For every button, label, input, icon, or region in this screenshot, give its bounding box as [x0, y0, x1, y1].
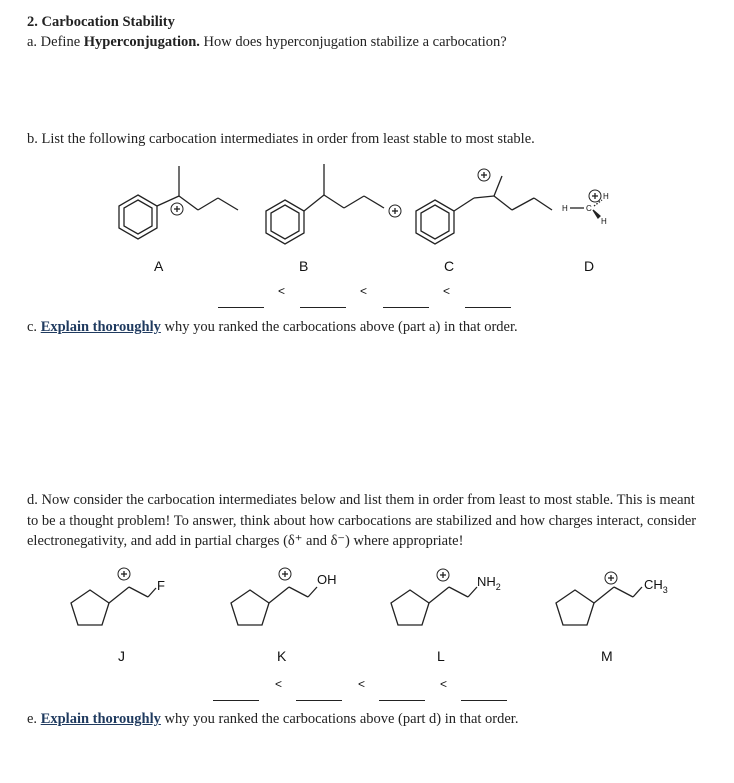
rank-b-blank-3[interactable] [383, 307, 429, 308]
methyl-h-bottom: H [601, 217, 607, 226]
label-l: L [437, 648, 445, 664]
label-a: A [154, 258, 164, 274]
label-m: M [601, 648, 613, 664]
rank-d-less-than-2: < [358, 677, 366, 691]
methyl-h-left: H [562, 204, 568, 213]
rank-b-less-than-1: < [278, 284, 286, 298]
methyl-h-top: H [603, 192, 609, 201]
question-a [27, 32, 507, 52]
carbocation-c-structure [400, 160, 560, 250]
rank-d-blank-1[interactable] [213, 700, 259, 701]
substituent-oh: OH [317, 572, 337, 587]
rank-d-less-than-1: < [275, 677, 283, 691]
substituent-ch3: $CH_3$ [644, 577, 668, 595]
question-e-emphasis: Explain thoroughly [40, 711, 161, 727]
rank-d-less-than-3: < [440, 677, 448, 691]
section-title: 2. Carbocation Stability [27, 14, 175, 30]
question-e-prefix: e. [27, 711, 41, 727]
carbocation-l-structure [380, 565, 530, 630]
question-e-text: why you ranked the carbocations above (part d) in that order. [160, 711, 519, 727]
question-e [27, 709, 518, 729]
question-b: b. List the following carbocation intermediates in order from least stable to most stable. [27, 131, 535, 147]
question-c-prefix: c. [27, 319, 41, 335]
question-a-prefix: a. Define [27, 34, 84, 50]
label-c: C [444, 258, 455, 274]
question-a-term: Hyperconjugation. [83, 34, 200, 50]
question-a-text: How does hyperconjugation stabilize a carbocation? [199, 34, 507, 50]
carbocation-d-structure [556, 183, 626, 233]
label-d: D [584, 258, 595, 274]
rank-b-blank-4[interactable] [465, 307, 511, 308]
rank-d-blank-4[interactable] [461, 700, 507, 701]
substituent-f: F [157, 578, 165, 593]
substituent-nh2: $NH_2$ [477, 574, 501, 592]
rank-b-less-than-3: < [443, 284, 451, 298]
question-d: d. Now consider the carbocation intermediates below and list them in order from least to most stable. This is meant to be a thought problem! To answer, think about how carbocations are stabilized and how charges interact, consider electronegativity, and add in partial charges (δ⁺ and δ⁻) where appropriate! [27, 492, 697, 549]
carbocation-j-structure [60, 565, 190, 630]
rank-b-less-than-2: < [360, 284, 368, 298]
methyl-c: C [586, 204, 592, 213]
rank-d-blank-3[interactable] [379, 700, 425, 701]
question-c-text: why you ranked the carbocations above (part a) in that order. [160, 319, 518, 335]
rank-b-blank-1[interactable] [218, 307, 264, 308]
rank-d-blank-2[interactable] [296, 700, 342, 701]
rank-b-blank-2[interactable] [300, 307, 346, 308]
label-b: B [299, 258, 309, 274]
carbocation-k-structure [220, 565, 370, 630]
question-c [27, 317, 518, 337]
carbocation-b-structure [250, 160, 410, 250]
carbocation-a-structure [100, 160, 250, 250]
carbocation-m-structure [545, 565, 695, 630]
question-c-emphasis: Explain thoroughly [40, 319, 161, 335]
label-k: K [277, 648, 287, 664]
label-j: J [118, 648, 125, 664]
